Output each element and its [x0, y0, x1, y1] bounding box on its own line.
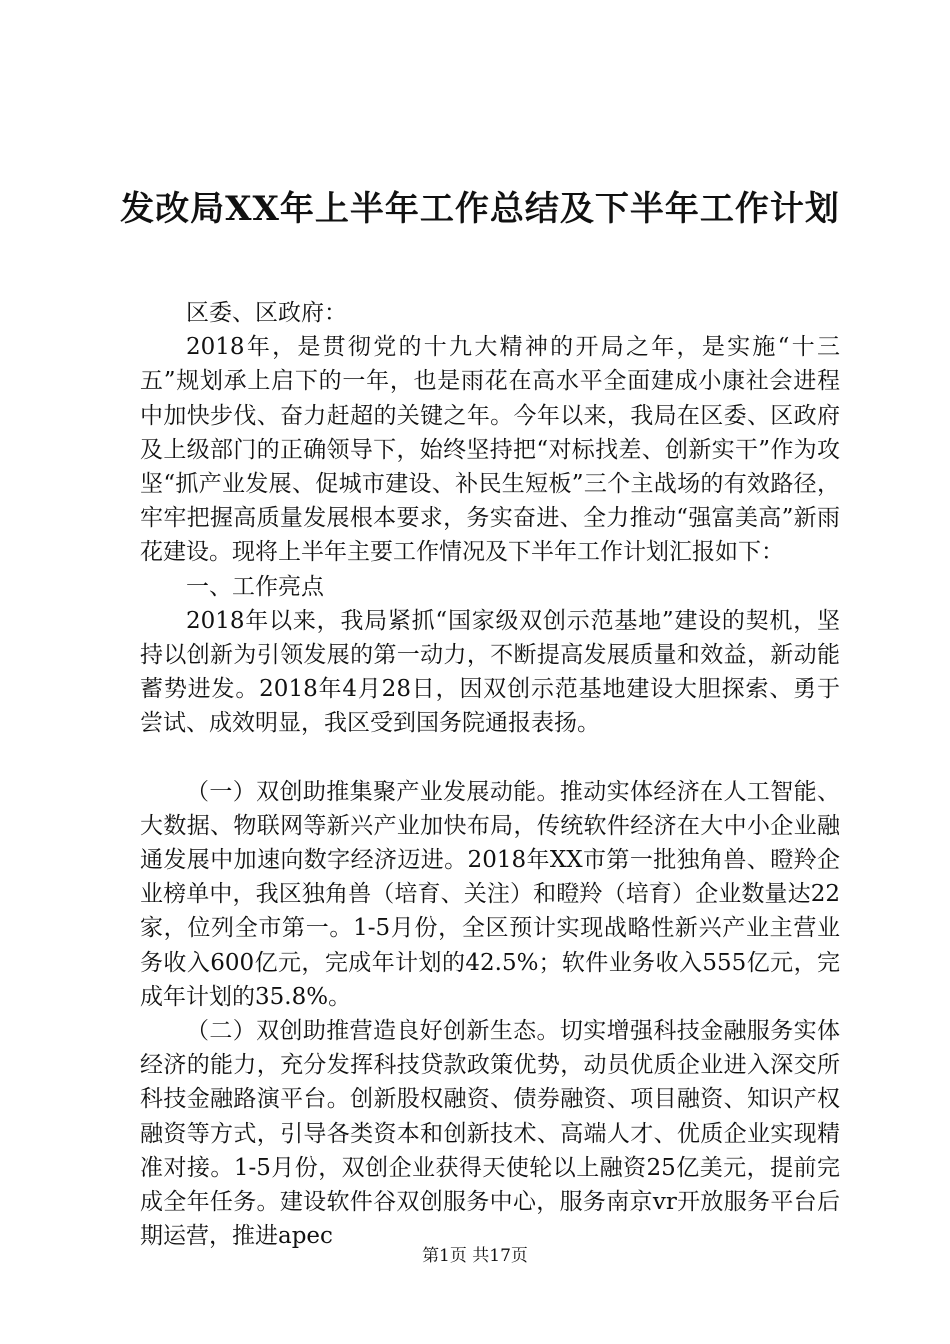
document-title: 发改局XX年上半年工作总结及下半年工作计划 [120, 189, 840, 229]
page-footer: 第1页 共17页 [422, 1246, 528, 1266]
paragraph-item-1: （一）双创助推集聚产业发展动能。推动实体经济在人工智能、大数据、物联网等新兴产业加快布局，传统软件经济在大中小企业融通发展中加速向数字经济迈进。2018年XX市第一批独角兽、瞪羚企业榜单中，我区独角兽（培育、关注）和瞪羚（培育）企业数量达22家，位列全市第一。1-5月份，全区预计实现战略性新兴产业主营业务收入600亿元，完成年计划的42.5%；软件业务收入555亿元，完成年计划的35.8%。 [140, 778, 840, 1010]
paragraph-item-2: （二）双创助推营造良好创新生态。切实增强科技金融服务实体经济的能力，充分发挥科技贷款政策优势，动员优质企业进入深交所科技金融路演平台。创新股权融资、债券融资、项目融资、知识产权融资等方式，引导各类资本和创新技术、高端人才、优质企业实现精准对接。1-5月份，双创企业获得天使轮以上融资25亿美元，提前完成全年任务。建设软件谷双创服务中心，服务南京vr开放服务平台后期运营，推进apec [140, 1018, 840, 1250]
document-body [140, 296, 840, 1253]
paragraph-highlights: 2018年以来，我局紧抓“国家级双创示范基地”建设的契机，坚持以创新为引领发展的第一动力，不断提高发展质量和效益，新动能蓄势进发。2018年4月28日，因双创示范基地建设大胆探索、勇于尝试、成效明显，我区受到国务院通报表扬。 [140, 607, 840, 737]
paragraph-intro: 2018年，是贯彻党的十九大精神的开局之年，是实施“十三五”规划承上启下的一年，也是雨花在高水平全面建成小康社会进程中加快步伐、奋力赶超的关键之年。今年以来，我局在区委、区政府及上级部门的正确领导下，始终坚持把“对标找差、创新实干”作为攻坚“抓产业发展、促城市建设、补民生短板”三个主战场的有效路径，牢牢把握高质量发展根本要求，务实奋进、全力推动“强富美高”新雨花建设。现将上半年主要工作情况及下半年工作计划汇报如下： [140, 334, 840, 566]
salutation: 区委、区政府： [186, 300, 347, 326]
paragraph-spacer [140, 741, 840, 775]
section-heading: 一、工作亮点 [186, 573, 324, 600]
